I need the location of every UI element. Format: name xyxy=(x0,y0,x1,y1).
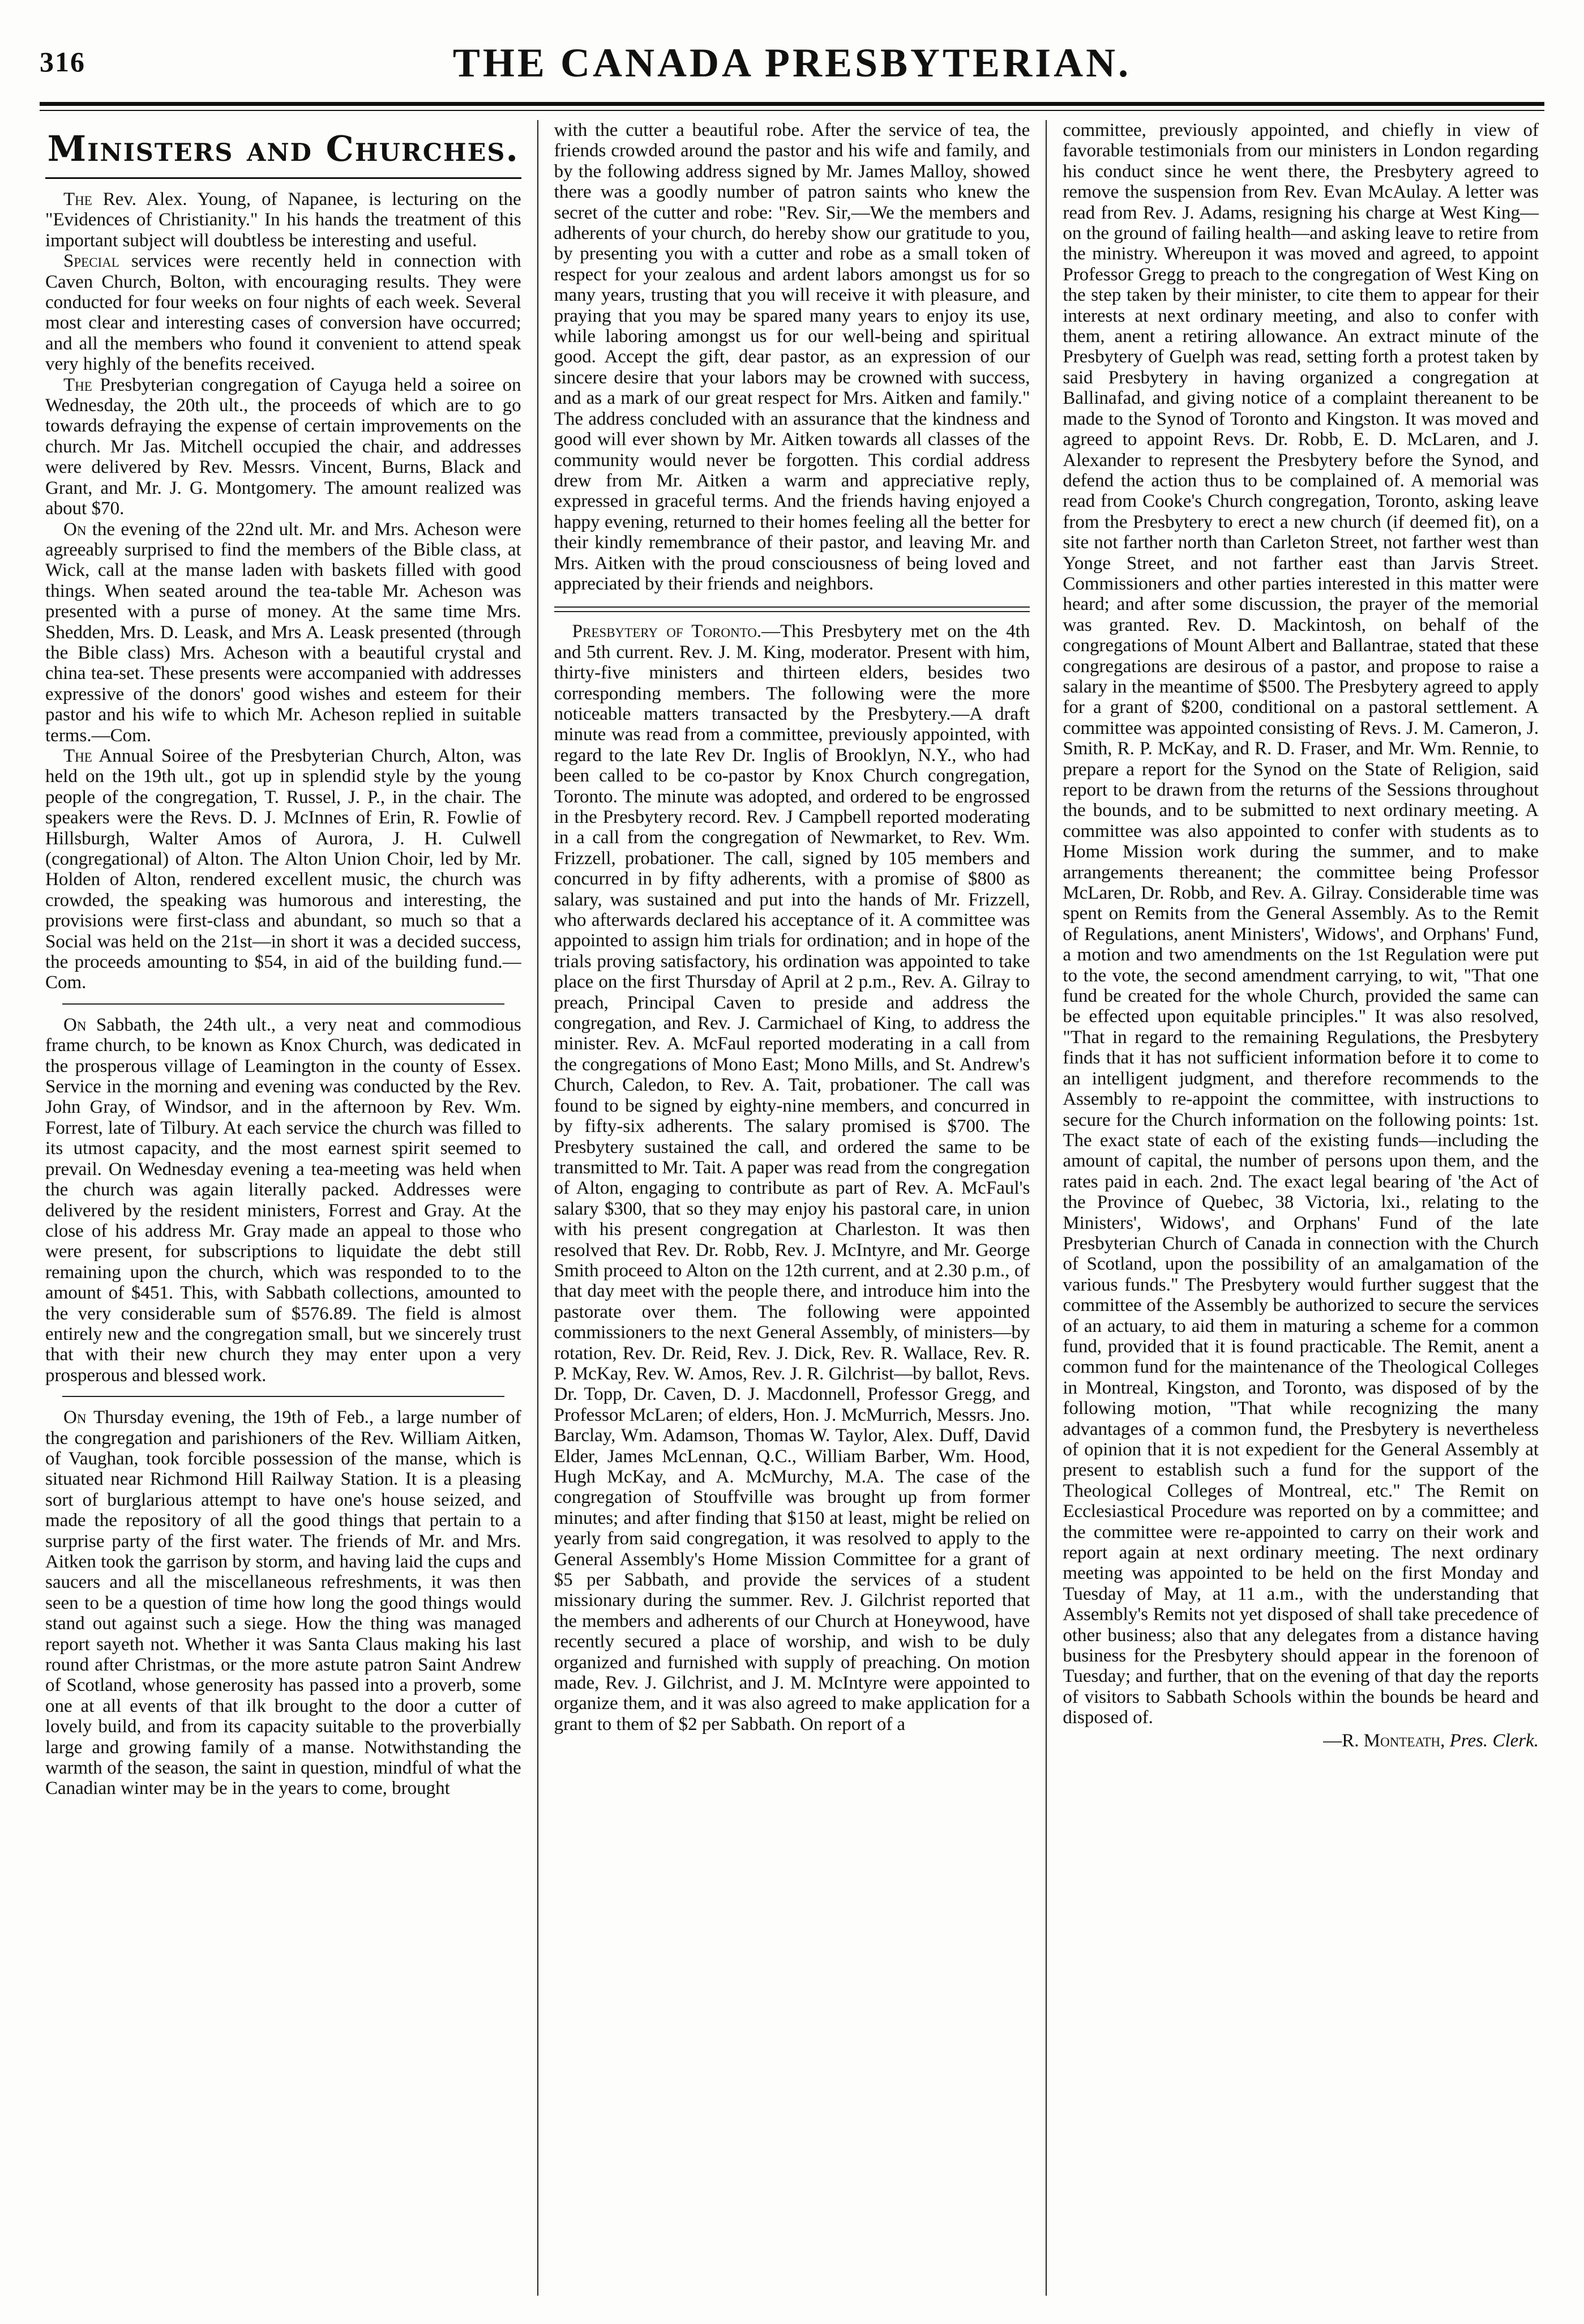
lead-word: On xyxy=(63,1407,87,1428)
lead-word: On xyxy=(63,519,87,540)
article-paragraph: On the evening of the 22nd ult. Mr. and Mrs. Acheson were agreeably surprised to find the members of the Bible class, at Wick, call at the manse laden with baskets filled with good things. When seated around the tea-table Mr. Acheson was presented with a purse of money. At the same time Mrs. Shedden, Mrs. D. Leask, and Mrs A. Leask presented (through the Bible class) Mrs. Acheson with a beautiful crystal and china tea-set. These presents were accompanied with addresses expressive of the donors' good wishes and esteem for their pastor and his wife to which Mr. Acheson replied in suitable terms.—Com. xyxy=(45,519,521,746)
article-columns xyxy=(40,120,1544,2296)
article-paragraph: committee, previously appointed, and chiefly in view of favorable testimonials from our ministers in London regarding his conduct since he went there, the Presbytery agreed to remove the suspension from Rev. Evan McAulay. A letter was read from Rev. J. Adams, resigning his charge at West King—on the ground of failing health—and asking leave to retire from the ministry. Whereupon it was moved and agreed, to appoint Professor Gregg to preach to the congregation of West King on the step taken by their minister, to cite them to appear for their interests at next ordinary meeting, and also to confer with them, anent a retiring allowance. An extract minute of the Presbytery of Guelph was read, setting forth a protest taken by said Presbytery in having organized a congregation at Ballinafad, and giving notice of a complaint thereanent to be made to the Synod of Toronto and Kingston. It was moved and agreed to appoint Revs. Dr. Robb, E. D. McLaren, and J. Alexander to represent the Presbytery before the Synod, and defend the action thus to be complained of. A memorial was read from Cooke's Church congregation, Toronto, asking leave from the Presbytery to erect a new church (if deemed fit), on a site not farther north than Carleton Street, not farther west than Yonge Street, and not farther east than Jarvis Street. Commissioners and other parties interested in this matter were heard; and after some discussion, the prayer of the memorial was granted. Rev. D. Mackintosh, on behalf of the congregations of Mount Albert and Ballantrae, stated that these congregations are desirous of a pastor, and propose to raise a salary in the meantime of $500. The Presbytery agreed to apply for a grant of $200, conditional on a pastoral settlement. A committee was appointed consisting of Revs. J. M. Cameron, J. Smith, R. P. McKay, and R. D. Fraser, and Mr. Wm. Rennie, to prepare a report for the Synod on the State of Religion, said report to be drawn from the returns of the Sessions throughout the bounds, and to be submitted to next ordinary meeting. A committee was also appointed to confer with students as to Home Mission work during the summer, and to make arrangements thereanent; the committee being Professor McLaren, Dr. Robb, and Rev. A. Gilray. Considerable time was spent on Remits from the General Assembly. As to the Remit of Regulations, anent Ministers', Widows', and Orphans' Fund, a motion and two amendments on the 1st Regulation were put to the vote, the second amendment carrying, to wit, "That one fund be created for the whole Church, provided the same can be effected upon equitable principles." It was also resolved, "That in regard to the remaining Regulations, the Presbytery finds that it has not sufficient information before it to come to an intelligent judgment, and therefore recommends to the Assembly to re-appoint the committee, with instructions to secure for the Church information on the following points: 1st. The exact state of each of the existing funds—including the amount of capital, the number of persons upon them, and the rates paid in each. 2nd. The exact legal bearing of 'the Act of the Province of Quebec, 38 Victoria, lxi., relating to the Ministers', Widows', and Orphans' Fund of the late Presbyterian Church of Canada in connection with the Church of Scotland, upon the possibility of an amalgamation of the various funds." The Presbytery would further suggest that the committee of the Assembly be authorized to secure the services of an actuary, to aid them in maturing a scheme for a common fund, provided that it is found practicable. The Remit, anent a common fund for the maintenance of the Theological Colleges in Montreal, Kingston, and Toronto, was disposed of by the following motion, "That while recognizing the many advantages of a common fund, the Presbytery is nevertheless of opinion that it is not expedient for the General Assembly at present to establish such a fund for the support of the Theological Colleges of Montreal, etc." The Remit on Ecclesiastical Procedure was reported on by a committee; and the committee were re-appointed to carry on their work and report again at next ordinary meeting. The next ordinary meeting was appointed to be held on the first Monday and Tuesday of May, at 11 a.m., with the understanding that Assembly's Remits not yet disposed of shall take precedence of other business; also that any delegates from a distance having business for the Presbytery should appear in the forenoon of Tuesday; and further, that on the evening of that day the reports of visitors to Sabbath Schools within the bounds be heard and disposed of. xyxy=(1063,120,1539,1728)
signature: —R. Monteath, Pres. Clerk. xyxy=(1323,1730,1539,1751)
lead-word: The xyxy=(63,189,92,210)
lead-word: Presbytery of Toronto. xyxy=(572,621,762,642)
header-rule-thick xyxy=(40,102,1544,106)
running-title: THE CANADA PRESBYTERIAN. xyxy=(452,40,1132,86)
article-paragraph: The Rev. Alex. Young, of Napanee, is lecturing on the "Evidences of Christianity." In his hands the treatment of this important subject will doubtless be interesting and useful. xyxy=(45,189,521,251)
article-paragraph: On Sabbath, the 24th ult., a very neat and commodious frame church, to be known as Knox Church, was dedicated in the prosperous village of Leamington in the county of Essex. Service in the morning and evening was conducted by the Rev. John Gray, of Windsor, and in the afternoon by Rev. Wm. Forrest, late of Tilbury. At each service the church was filled to its utmost capacity, and the most earnest spirit seemed to prevail. On Wednesday evening a tea-meeting was held when the church was again literally packed. Addresses were delivered by the resident ministers, Forrest and Gray. At the close of his address Mr. Gray made an appeal to those who were present, for subscriptions to liquidate the debt still remaining upon the church, which was responded to to the amount of $451. This, with Sabbath collections, amounted to the very considerable sum of $576.89. The field is almost entirely new and the congregation small, but we sincerely trust that with their new church they may enter upon a very prosperous and blessed work. xyxy=(45,1014,521,1386)
article-paragraph: with the cutter a beautiful robe. After the service of tea, the friends crowded around the pastor and his wife and family, and by the following address signed by Mr. James Malloy, showed there was a goodly number of patron saints who knew the secret of the cutter and robe: "Rev. Sir,—We the members and adherents of your church, do hereby show our gratitude to you, by presenting you with a cutter and robe as a small token of respect for your zealous and ardent labors amongst us for so many years, trusting that you will receive it with pleasure, and praying that you may be spared many years to enjoy its use, while laboring amongst us for our well-being and spiritual good. Accept the gift, dear pastor, as an expression of our sincere desire that your labors may be crowned with success, and as a mark of our great respect for Mrs. Aitken and family." The address concluded with an assurance that the kindness and good will ever shown by Mr. Aitken towards all classes of the community would never be forgotten. This cordial address drew from Mr. Aitken a warm and appreciative reply, expressed in graceful terms. And the friends having enjoyed a happy evening, returned to their homes feeling all the better for their kindly remembrance of their pastor, and leaving Mr. and Mrs. Aitken with the proud consciousness of being loved and appreciated by their friends and neighbors. xyxy=(554,120,1030,594)
article-paragraph: On Thursday evening, the 19th of Feb., a large number of the congregation and parishioners of the Rev. William Aitken, of Vaughan, took forcible possession of the manse, which is situated near Richmond Hill Railway Station. It is a pleasing sort of burglarious attempt to have one's house seized, and made the repository of all the good things that pertain to a surprise party of the first water. The friends of Mr. and Mrs. Aitken took the garrison by storm, and having laid the cups and saucers and all the miscellaneous refreshments, it was then seen to be a question of time how long the good things would stand out against such a siege. How the thing was managed report sayeth not. Whether it was Santa Claus making his last round after Christmas, or the more astute patron Saint Andrew of Scotland, whose generosity has passed into a proverb, some one at all events of that ilk brought to the door a cutter of lovely build, and from its capacity suitable to the proverbially large and growing family of a manse. Notwithstanding the warmth of the season, the saint in question, mindful of what the Canadian winter may be in the years to come, brought xyxy=(45,1407,521,1799)
article-paragraph: The Presbyterian congregation of Cayuga held a soiree on Wednesday, the 20th ult., the proceeds of which are to go towards defraying the expense of certain improvements on the church. Mr Jas. Mitchell occupied the chair, and addresses were delivered by Rev. Messrs. Vincent, Burns, Black and Grant, and Mr. J. G. Montgomery. The amount realized was about $70. xyxy=(45,374,521,519)
column-3 xyxy=(1047,120,1544,2296)
separator-rule xyxy=(62,1396,504,1397)
column-1 xyxy=(40,120,538,2296)
lead-word: The xyxy=(63,374,92,395)
article-paragraph: The Annual Soiree of the Presbyterian Church, Alton, was held on the 19th ult., got up in splendid style by the young people of the congregation, T. Russel, J. P., in the chair. The speakers were the Revs. D. J. McInnes of Erin, R. Fowlie of Hillsburgh, Walter Amos of Aurora, J. H. Culwell (congregational) of Alton. The Alton Union Choir, led by Mr. Holden of Alton, rendered excellent music, the church was crowded, the speaking was humorous and interesting, the provisions were first-class and abundant, so much so that a Social was held on the 21st—in short it was a decided success, the proceeds amounting to $54, in aid of the building fund.—Com. xyxy=(45,745,521,993)
masthead xyxy=(40,34,1544,96)
section-heading: Ministers and Churches. xyxy=(45,128,521,179)
separator-rule xyxy=(62,1003,504,1005)
header-rule-thin xyxy=(40,110,1544,111)
lead-word: Special xyxy=(63,251,119,272)
lead-word: The xyxy=(63,745,92,766)
column-2 xyxy=(538,120,1047,2296)
article-paragraph: Presbytery of Toronto.—This Presbytery met on the 4th and 5th current. Rev. J. M. King, moderator. Present with him, thirty-five ministers and thirteen elders, besides two corresponding members. The following were the more noticeable matters transacted by the Presbytery.—A draft minute was read from a committee, previously appointed, with regard to the late Rev Dr. Inglis of Brooklyn, N.Y., who had been called to be co-pastor by Knox Church congregation, Toronto. The minute was adopted, and ordered to be engrossed in the Presbytery record. Rev. J Campbell reported moderating in a call from the congregation of Newmarket, to Rev. Wm. Frizzell, probationer. The call, signed by 105 members and concurred in by fifty adherents, with a promise of $800 as salary, was sustained and put into the hands of Mr. Frizzell, who afterwards declared his acceptance of it. A committee was appointed to assign him trials for ordination; and in hope of the trials proving satisfactory, his ordination was appointed to take place on the first Thursday of April at 2 p.m., Rev. A. Gilray to preach, Principal Caven to preside and address the congregation, and Rev. J. Carmichael of King, to address the minister. Rev. A. McFaul reported moderating in a call from the congregations of Mono East; Mono Mills, and St. Andrew's Church, Caledon, to Rev. A. Tait, probationer. The call was found to be signed by eighty-nine members, and concurred in by fifty-six adherents. The salary promised is $700. The Presbytery sustained the call, and ordered the same to be transmitted to Mr. Tait. A paper was read from the congregation of Alton, engaging to contribute as part of Rev. A. McFaul's salary $300, that so they may enjoy his pastoral care, in union with his present congregation at Charleston. It was then resolved that Rev. Dr. Robb, Rev. J. McIntyre, and Mr. George Smith proceed to Alton on the 12th current, and at 2.30 p.m., of that day meet with the people there, and introduce him into the pastorate over them. The following were appointed commissioners to the next General Assembly, of ministers—by rotation, Rev. Dr. Reid, Rev. J. Dick, Rev. R. Wallace, Rev. R. P. McKay, Rev. W. Amos, Rev. J. R. Gilchrist—by ballot, Revs. Dr. Topp, Dr. Caven, D. J. Macdonnell, Professor Gregg, and Professor McLaren; of elders, Hon. J. McMurrich, Messrs. Jno. Barclay, Wm. Adamson, Thomas W. Taylor, Alex. Duff, David Elder, James McLennan, Q.C., William Barber, Wm. Hood, Hugh McKay, and A. McMurchy, M.A. The case of the congregation of Stouffville was brought up from former minutes; and after finding that $150 at least, might be relied on yearly from said congregation, it was resolved to apply to the General Assembly's Home Mission Committee for a grant of $5 per Sabbath, and provide the services of a student missionary during the summer. Rev. J. Gilchrist reported that the members and adherents of our Church at Honeywood, have recently secured a place of worship, and wish to be duly organized and furnished with supply of preaching. On motion made, Rev. J. Gilchrist, and J. M. McIntyre were appointed to organize them, and it was also agreed to make application for a grant to them of $2 per Sabbath. On report of a xyxy=(554,621,1030,1735)
separator-double-rule xyxy=(554,606,1030,612)
article-paragraph: Special services were recently held in connection with Caven Church, Bolton, with encouraging results. They were conducted for four weeks on four nights of each week. Several most clear and interesting cases of conversion have occurred; and all the members who found it convenient to attend speak very highly of the benefits received. xyxy=(45,251,521,375)
page-number: 316 xyxy=(40,46,85,78)
lead-word: On xyxy=(63,1014,87,1035)
